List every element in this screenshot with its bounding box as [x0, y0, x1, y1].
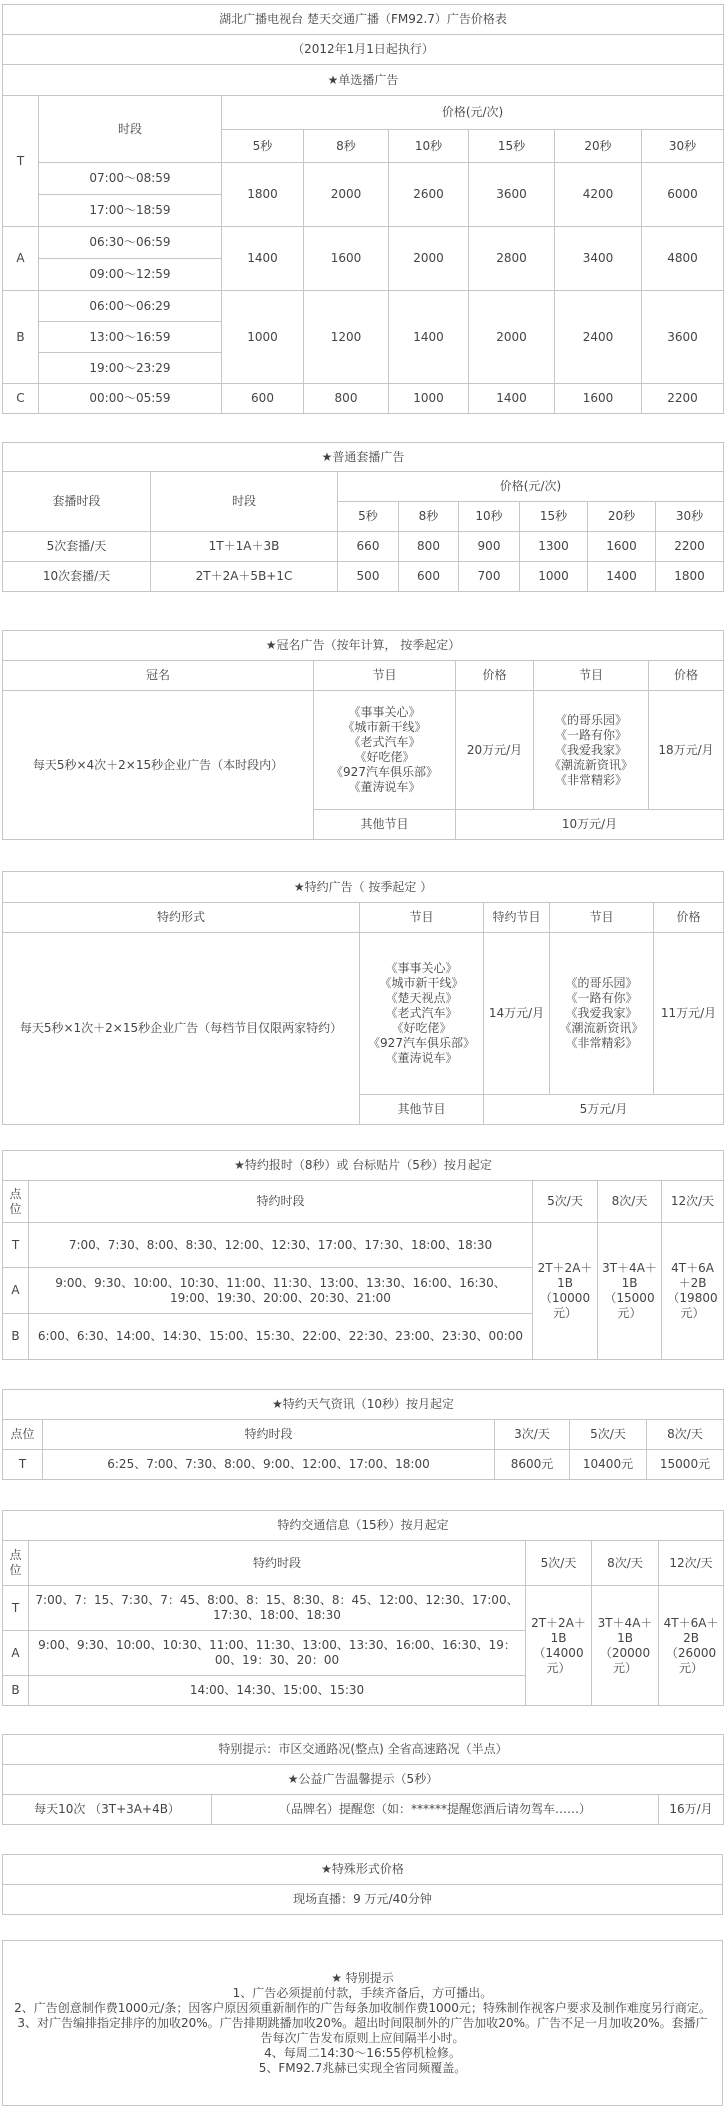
price-cell: 1200	[304, 291, 389, 384]
time-slot: 13:00～16:59	[39, 322, 222, 353]
group-label: B	[3, 291, 39, 384]
price-cell: 1800	[222, 163, 304, 227]
package-ad-table	[2, 442, 724, 592]
time-slot: 09:00～12:59	[39, 259, 222, 291]
duration-header: 10秒	[389, 130, 469, 163]
column-header: 特约时段	[29, 1181, 533, 1223]
price-cell: 500	[338, 562, 399, 592]
column-header: 12次/天	[662, 1181, 724, 1223]
price-cell: 11万元/月	[654, 933, 724, 1095]
price-cell: 2200	[656, 532, 724, 562]
point-label: T	[3, 1450, 43, 1480]
column-header: 3次/天	[495, 1420, 570, 1450]
price-cell: 2800	[469, 227, 555, 291]
package-price: 2T＋2A＋1B（10000元）	[533, 1223, 598, 1360]
price-cell: 4800	[642, 227, 724, 291]
column-header: 节目	[534, 661, 649, 691]
price-cell: 900	[459, 532, 520, 562]
package-combo: 2T＋2A＋5B+1C	[151, 562, 338, 592]
price-cell: 600	[399, 562, 459, 592]
notes-cell	[3, 1941, 723, 2106]
column-header: 节目	[550, 903, 654, 933]
column-header: 8次/天	[598, 1181, 662, 1223]
page-title: 湖北广播电视台 楚天交通广播（FM92.7）广告价格表	[3, 5, 724, 35]
duration-header: 30秒	[642, 130, 724, 163]
column-header: 点位	[3, 1541, 29, 1586]
column-header: 5次/天	[526, 1541, 592, 1586]
price-cell: 1400	[469, 384, 555, 414]
price-cell: 3600	[642, 291, 724, 384]
price-cell: 1400	[389, 291, 469, 384]
section-title: ★公益广告温馨提示（5秒）	[3, 1765, 724, 1795]
point-label: T	[3, 1586, 29, 1631]
column-header: 5次/天	[533, 1181, 598, 1223]
price-cell: 2200	[642, 384, 724, 414]
duration-header: 15秒	[520, 502, 588, 532]
duration-header: 20秒	[555, 130, 642, 163]
price-cell: 1300	[520, 532, 588, 562]
section-title: ★特殊形式价格	[3, 1855, 723, 1885]
content-cell: （品牌名）提醒您（如：******提醒您酒后请勿驾车……）	[212, 1795, 659, 1825]
group-label: A	[3, 227, 39, 291]
column-header: 特约形式	[3, 903, 360, 933]
column-header: 特约时段	[43, 1420, 495, 1450]
package-price: 4T＋6A＋2B（19800元）	[662, 1223, 724, 1360]
price-cell: 14万元/月	[484, 933, 550, 1095]
price-cell: 1400	[588, 562, 656, 592]
duration-header: 30秒	[656, 502, 724, 532]
price-cell: 1000	[520, 562, 588, 592]
time-slot: 17:00～18:59	[39, 195, 222, 227]
section-title: ★普通套播广告	[3, 443, 724, 472]
section-title: ★特约广告（ 按季起定 ）	[3, 872, 724, 903]
notes-title: ★ 特别提示	[331, 1970, 394, 1985]
time-slot: 06:00～06:29	[39, 291, 222, 322]
price-cell: 3600	[469, 163, 555, 227]
price-cell: 700	[459, 562, 520, 592]
note-item: 1、广告必须提前付款，手续齐备后，方可播出。	[232, 1985, 493, 2000]
time-list: 9:00、9:30、10:00、10:30、11:00、11:30、13:00、13:30、16:00、16:30、19:00、19:30、20:00、20:30、21:00	[29, 1268, 533, 1314]
note-item: 3、对广告编排指定排序的加收20%。广告排期跳播加收20%。超出时间限制外的广告加收20%。广告不足一月加收20%。套播广告每次广告发布原则上应间隔半小时。	[17, 2015, 708, 2045]
price-cell: 18万元/月	[649, 691, 724, 810]
price-cell: 3400	[555, 227, 642, 291]
column-header: 价格	[456, 661, 534, 691]
price-cell: 1800	[656, 562, 724, 592]
section-title: ★冠名广告（按年计算， 按季起定）	[3, 631, 724, 661]
price-cell: 15000元	[647, 1450, 724, 1480]
notes-table	[2, 1940, 723, 2106]
note-item: 4、每周二14:30～16:55停机检修。	[264, 2045, 461, 2060]
sponsor-description: 每天5秒×4次＋2×15秒企业广告（本时段内）	[3, 691, 314, 840]
column-header: 时段	[39, 96, 222, 163]
frequency-cell: 每天10次 （3T+3A+4B）	[3, 1795, 212, 1825]
program-list: 《事事关心》 《城市新干线》 《楚天视点》 《老式汽车》 《好吃佬》 《927汽车俱乐部》 《董涛说车》	[360, 933, 484, 1095]
column-header: 点位	[3, 1181, 29, 1223]
time-signal-table	[2, 1150, 724, 1360]
price-cell: 20万元/月	[456, 691, 534, 810]
column-header: 价格(元/次)	[338, 472, 724, 502]
time-list: 7:00、7：15、7:30、7：45、8:00、8：15、8:30、8：45、12:00、12:30、17:00、17:30、18:00、18:30	[29, 1586, 526, 1631]
page-subtitle: （2012年1月1日起执行）	[3, 35, 724, 65]
time-list: 9:00、9:30、10:00、10:30、11:00、11:30、13:00、13:30、16:00、16:30、19：00、19：30、20：00	[29, 1631, 526, 1676]
price-cell: 5万元/月	[484, 1095, 724, 1125]
title-sponsor-table	[2, 630, 724, 840]
single-ad-table	[2, 4, 724, 414]
price-cell: 2400	[555, 291, 642, 384]
column-header: 价格(元/次)	[222, 96, 724, 130]
time-slot: 07:00～08:59	[39, 163, 222, 195]
column-header: 点位	[3, 1420, 43, 1450]
point-label: A	[3, 1268, 29, 1314]
price-cell: 1600	[304, 227, 389, 291]
point-label: T	[3, 1223, 29, 1268]
group-label: T	[3, 96, 39, 227]
price-cell: 800	[399, 532, 459, 562]
duration-header: 10秒	[459, 502, 520, 532]
price-cell: 8600元	[495, 1450, 570, 1480]
weather-info-table	[2, 1389, 724, 1480]
price-cell: 1600	[555, 384, 642, 414]
price-cell: 1000	[222, 291, 304, 384]
column-header: 节目	[360, 903, 484, 933]
live-broadcast-price: 现场直播：9 万元/40分钟	[3, 1885, 723, 1915]
price-cell: 10万元/月	[456, 810, 724, 840]
other-programs-label: 其他节目	[360, 1095, 484, 1125]
price-cell: 6000	[642, 163, 724, 227]
package-price: 2T＋2A＋1B（14000元）	[526, 1586, 592, 1706]
traffic-info-table	[2, 1510, 724, 1706]
package-label: 10次套播/天	[3, 562, 151, 592]
price-cell: 4200	[555, 163, 642, 227]
duration-header: 20秒	[588, 502, 656, 532]
column-header: 12次/天	[659, 1541, 724, 1586]
column-header: 价格	[649, 661, 724, 691]
point-label: B	[3, 1676, 29, 1706]
duration-header: 5秒	[222, 130, 304, 163]
price-cell: 1400	[222, 227, 304, 291]
time-slot: 19:00～23:29	[39, 353, 222, 384]
duration-header: 8秒	[399, 502, 459, 532]
package-price: 3T＋4A＋1B（20000元）	[592, 1586, 659, 1706]
column-header: 冠名	[3, 661, 314, 691]
section-title: 特约交通信息（15秒）按月起定	[3, 1511, 724, 1541]
special-sponsor-table	[2, 871, 724, 1125]
price-cell: 2000	[304, 163, 389, 227]
column-header: 5次/天	[570, 1420, 647, 1450]
section-title: ★特约报时（8秒）或 台标贴片（5秒）按月起定	[3, 1151, 724, 1181]
sponsor-description: 每天5秒×1次＋2×15秒企业广告（每档节目仅限两家特约）	[3, 933, 360, 1125]
column-header: 时段	[151, 472, 338, 532]
price-cell: 16万/月	[659, 1795, 724, 1825]
program-list: 《的哥乐园》 《一路有你》 《我爱我家》 《潮流新资讯》 《非常精彩》	[534, 691, 649, 810]
column-header: 8次/天	[647, 1420, 724, 1450]
program-list: 《事事关心》 《城市新干线》 《老式汽车》 《好吃佬》 《927汽车俱乐部》 《董涛说车》	[314, 691, 456, 810]
column-header: 节目	[314, 661, 456, 691]
group-label: C	[3, 384, 39, 414]
price-cell: 2600	[389, 163, 469, 227]
point-label: A	[3, 1631, 29, 1676]
price-cell: 600	[222, 384, 304, 414]
special-notice: 特别提示：市区交通路况(整点) 全省高速路况（半点）	[3, 1735, 724, 1765]
time-slot: 06:30～06:59	[39, 227, 222, 259]
price-cell: 10400元	[570, 1450, 647, 1480]
duration-header: 5秒	[338, 502, 399, 532]
column-header: 价格	[654, 903, 724, 933]
time-list: 7:00、7:30、8:00、8:30、12:00、12:30、17:00、17:30、18:00、18:30	[29, 1223, 533, 1268]
price-cell: 2000	[389, 227, 469, 291]
duration-header: 8秒	[304, 130, 389, 163]
column-header: 特约时段	[29, 1541, 526, 1586]
note-item: 5、FM92.7兆赫已实现全省同频覆盖。	[258, 2060, 467, 2075]
section-title: ★特约天气资讯（10秒）按月起定	[3, 1390, 724, 1420]
package-price: 4T＋6A＋2B（26000元）	[659, 1586, 724, 1706]
column-header: 8次/天	[592, 1541, 659, 1586]
section-title: ★单选播广告	[3, 65, 724, 96]
duration-header: 15秒	[469, 130, 555, 163]
price-cell: 1000	[389, 384, 469, 414]
program-list: 《的哥乐园》 《一路有你》 《我爱我家》 《潮流新资讯》 《非常精彩》	[550, 933, 654, 1095]
price-cell: 800	[304, 384, 389, 414]
time-list: 6:00、6:30、14:00、14:30、15:00、15:30、22:00、22:30、23:00、23:30、00:00	[29, 1314, 533, 1360]
package-combo: 1T＋1A＋3B	[151, 532, 338, 562]
column-header: 特约节目	[484, 903, 550, 933]
public-service-table	[2, 1734, 724, 1825]
other-programs-label: 其他节目	[314, 810, 456, 840]
column-header: 套播时段	[3, 472, 151, 532]
price-cell: 1600	[588, 532, 656, 562]
time-slot: 00:00～05:59	[39, 384, 222, 414]
point-label: B	[3, 1314, 29, 1360]
special-form-table	[2, 1854, 723, 1915]
time-list: 14:00、14:30、15:00、15:30	[29, 1676, 526, 1706]
package-price: 3T＋4A＋1B（15000元）	[598, 1223, 662, 1360]
price-cell: 660	[338, 532, 399, 562]
price-cell: 2000	[469, 291, 555, 384]
note-item: 2、广告创意制作费1000元/条；因客户原因须重新制作的广告每条加收制作费1000元；特殊制作视客户要求及制作难度另行商定。	[14, 2000, 711, 2015]
package-label: 5次套播/天	[3, 532, 151, 562]
time-list: 6:25、7:00、7:30、8:00、9:00、12:00、17:00、18:00	[43, 1450, 495, 1480]
